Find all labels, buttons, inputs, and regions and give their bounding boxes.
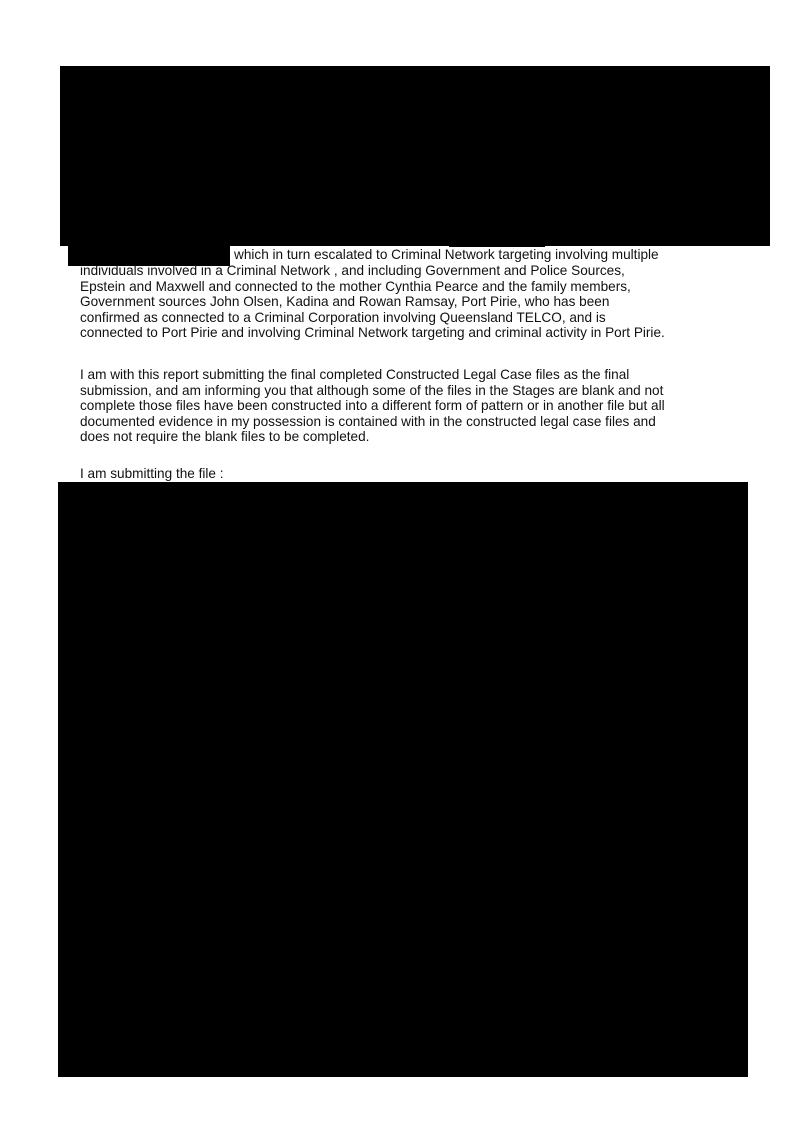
paragraph-2-line: I am with this report submitting the final completed Constructed Legal Case files as the final <box>80 367 630 382</box>
paragraph-1-first-line: which in turn escalated to Criminal Network targeting involving multiple <box>234 247 659 262</box>
paragraph-3 <box>80 466 720 482</box>
paragraph-2-line: submission, and am informing you that although some of the files in the Stages are blank and not <box>80 382 664 398</box>
redaction-block-bottom <box>58 482 748 1077</box>
paragraph-1 <box>80 263 720 341</box>
paragraph-2-line: documented evidence in my possession is contained with in the constructed legal case files and <box>80 413 656 429</box>
paragraph-1-line: individuals involved in a Criminal Network , and including Government and Police Sources, <box>80 263 625 278</box>
paragraph-1-line: connected to Port Pirie and involving Criminal Network targeting and criminal activity in Port Pirie. <box>80 325 665 341</box>
paragraph-3-line: I am submitting the file : <box>80 466 224 481</box>
paragraph-1-line: Epstein and Maxwell and connected to the mother Cynthia Pearce and the family members, <box>80 278 631 294</box>
paragraph-2 <box>80 367 720 445</box>
paragraph-2-line: complete those files have been constructed into a different form of pattern or in another file but all <box>80 398 665 414</box>
paragraph-1-line: Government sources John Olsen, Kadina and Rowan Ramsay, Port Pirie, who has been <box>80 294 610 310</box>
paragraph-1-line: confirmed as connected to a Criminal Corporation involving Queensland TELCO, and is <box>80 309 606 325</box>
paragraph-2-line: does not require the blank files to be completed. <box>80 429 370 445</box>
redaction-block-top <box>60 66 770 246</box>
